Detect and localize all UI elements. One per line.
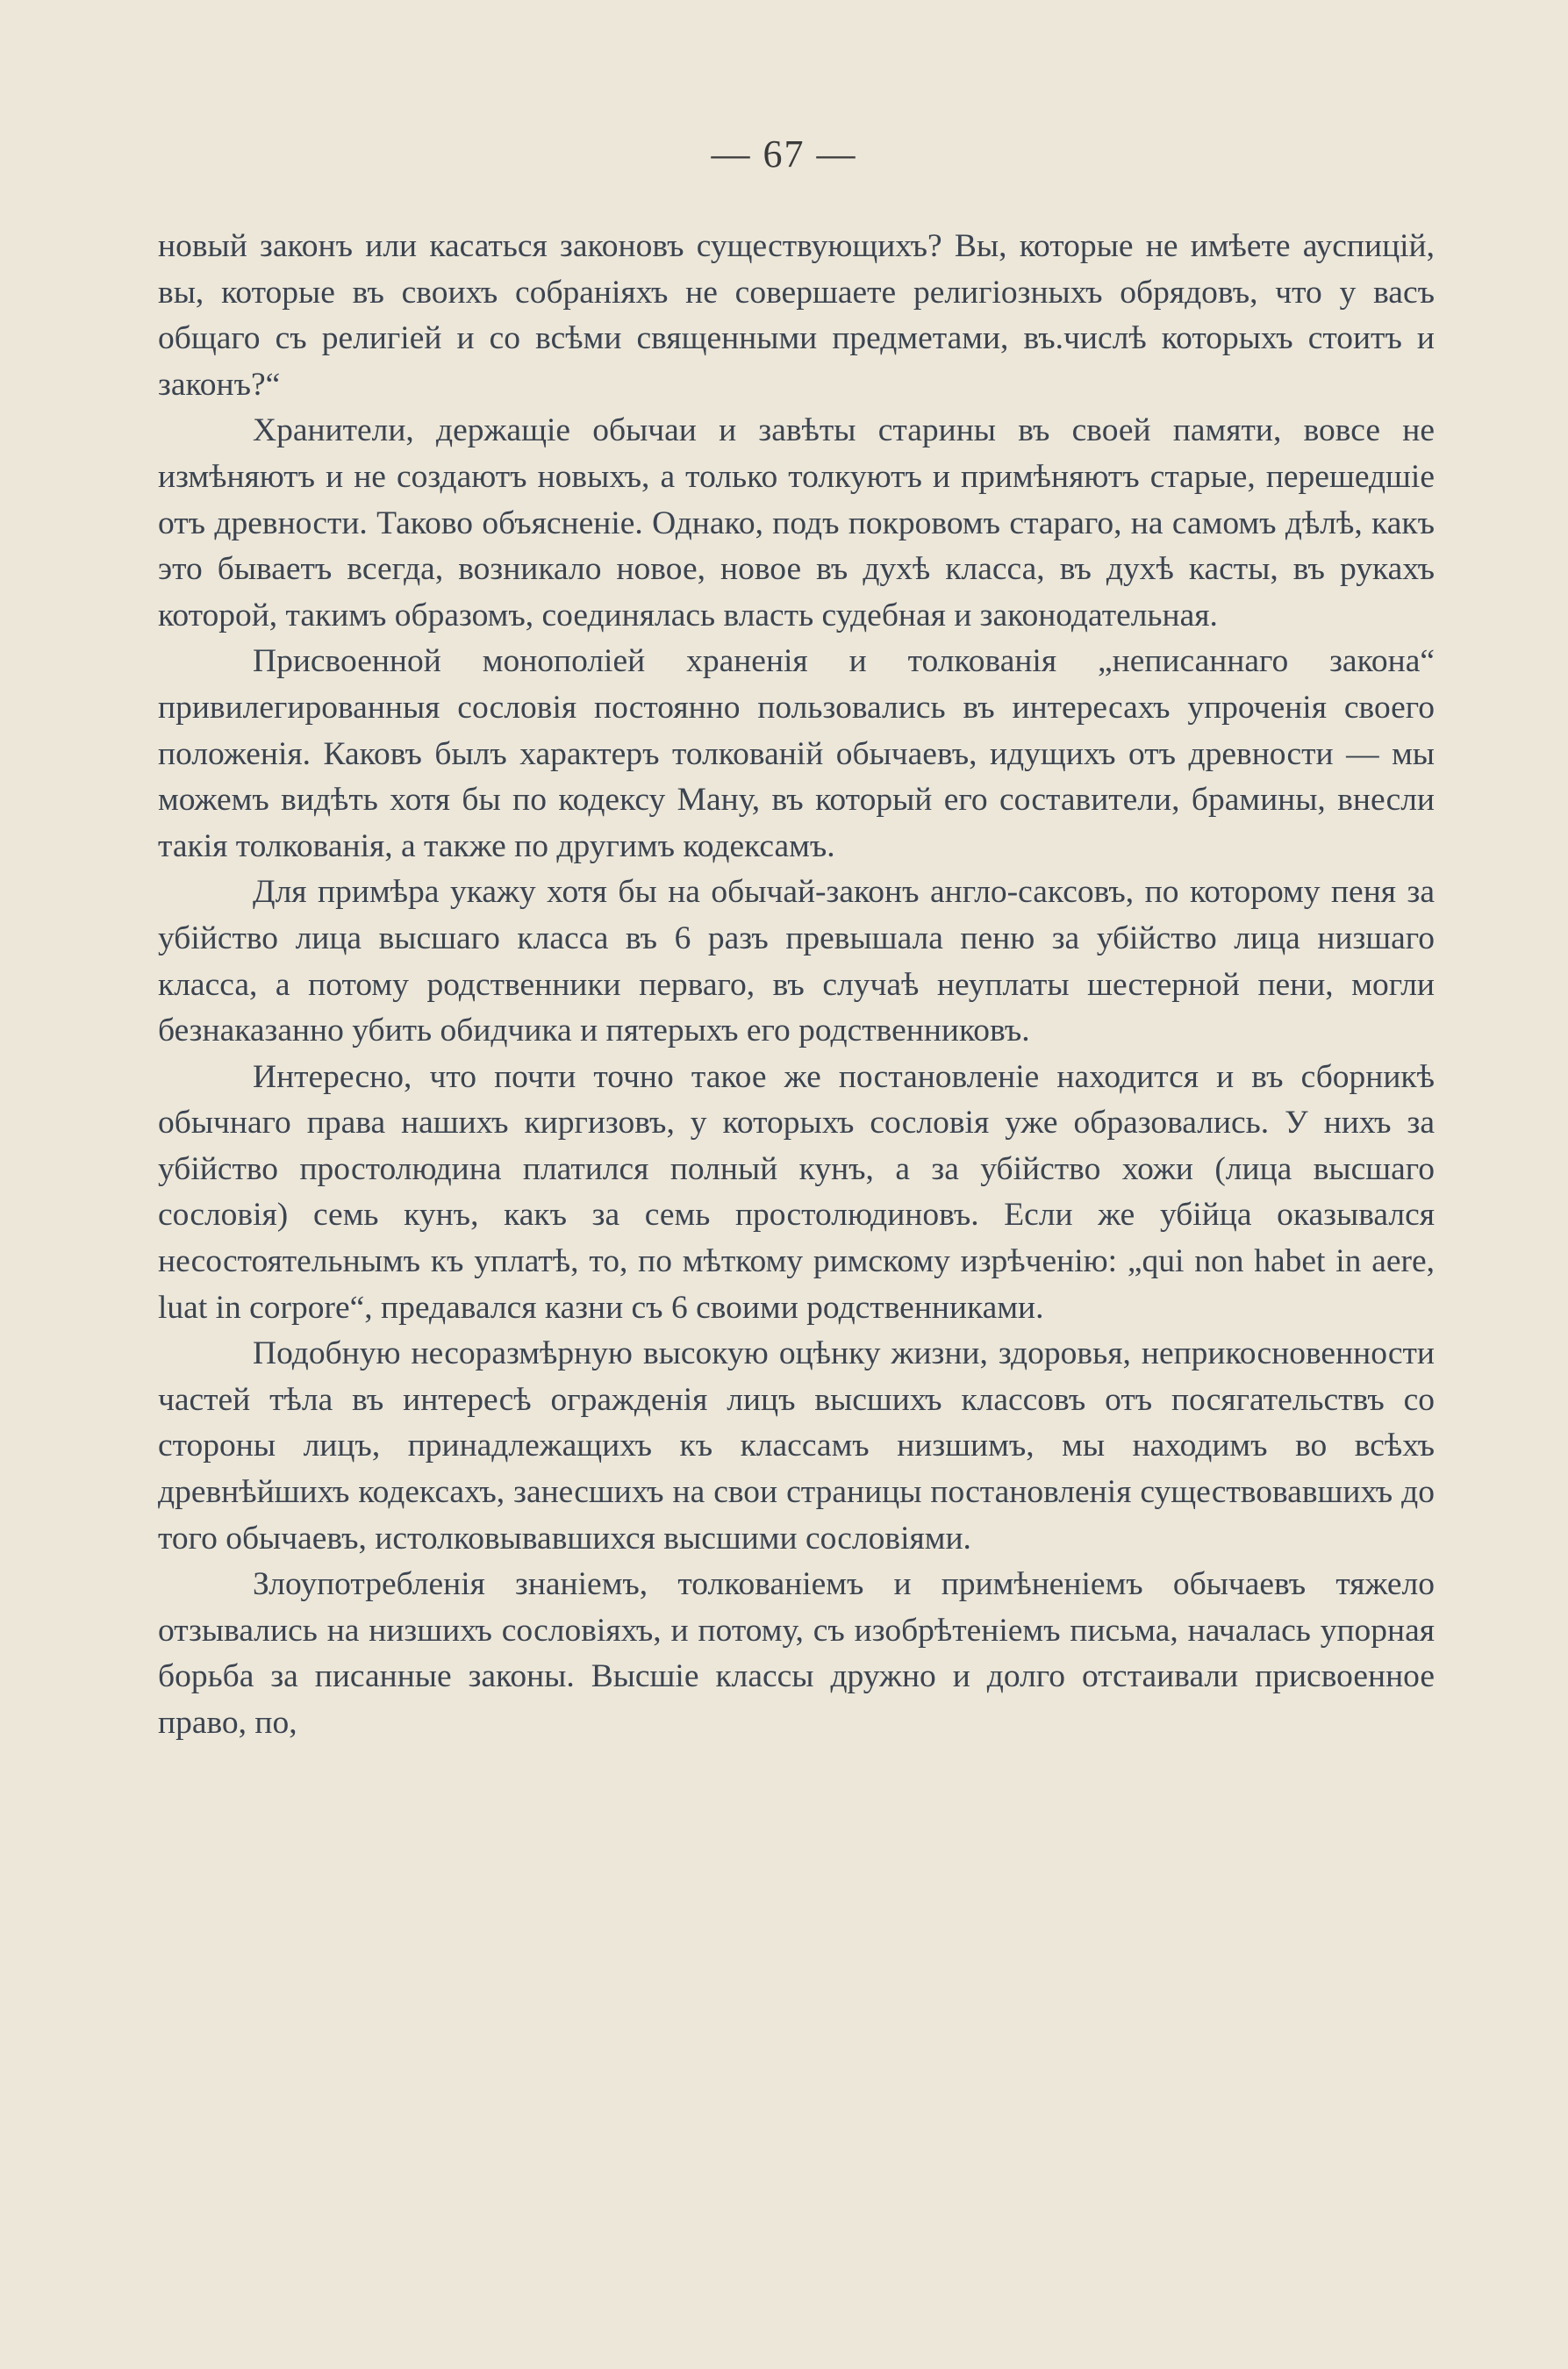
paragraph: Подобную несоразмѣрную высокую оцѣнку жизни, здоровья, неприкосновенности частей тѣла въ интересѣ огражденія лицъ высшихъ классовъ отъ посягательствъ со стороны лицъ, принадлежащихъ къ классамъ низшимъ, мы находимъ во всѣхъ древнѣйшихъ кодексахъ, занесшихъ на свои страницы постановленія существовавшихъ до того обычаевъ, истолковывавшихся высшими сословіями.	[158, 1335, 1435, 1557]
paragraph: Злоупотребленія знаніемъ, толкованіемъ и примѣненіемъ обычаевъ тяжело отзывались на низшихъ сословіяхъ, и потому, съ изобрѣтеніемъ письма, началась упорная борьба за писанные законы. Высшіе классы дружно и долго отстаивали присвоенное право, по,	[158, 1566, 1435, 1741]
body-text	[158, 224, 1435, 1747]
paragraph: Интересно, что почти точно такое же постановленіе находится и въ сборникѣ обычнаго права нашихъ киргизовъ, у которыхъ сословія уже образовались. У нихъ за убійство простолюдина платился полный кунъ, а за убійство хожи (лица высшаго сословія) семь кунъ, какъ за семь простолюдиновъ. Если же убійца оказывался несостоятельнымъ къ уплатѣ, то, по мѣткому римскому изрѣченію: „qui non habet in aere, luat in corpore“, предавался казни съ 6 своими родственниками.	[158, 1058, 1435, 1326]
paragraph: Хранители, держащіе обычаи и завѣты старины въ своей памяти, вовсе не измѣняютъ и не создаютъ новыхъ, а только толкуютъ и примѣняютъ старые, перешедшіе отъ древности. Таково объясненіе. Однако, подъ покровомъ стараго, на самомъ дѣлѣ, какъ это бываетъ всегда, возникало новое, новое въ духѣ класса, въ духѣ касты, въ рукахъ которой, такимъ образомъ, соединялась власть судебная и законодательная.	[158, 412, 1435, 633]
paragraph: Присвоенной монополіей храненія и толкованія „неписаннаго закона“ привилегированныя сословія постоянно пользовались въ интересахъ упроченія своего положенія. Каковъ былъ характеръ толкованій обычаевъ, идущихъ отъ древности — мы можемъ видѣть хотя бы по кодексу Ману, въ который его составители, брамины, внесли такія толкованія, а также по другимъ кодексамъ.	[158, 643, 1435, 864]
paragraph: Для примѣра укажу хотя бы на обычай-законъ англо-саксовъ, по которому пеня за убійство лица высшаго класса въ 6 разъ превышала пеню за убійство лица низшаго класса, а потому родственники перваго, въ случаѣ неуплаты шестерной пени, могли безнаказанно убить обидчика и пятерыхъ его родственниковъ.	[158, 874, 1435, 1049]
page-number: — 67 —	[711, 132, 857, 175]
paragraph-continued: новый законъ или касаться законовъ существующихъ? Вы, которые не имѣете ауспицій, вы, которые въ своихъ собраніяхъ не совершаете религіозныхъ обрядовъ, что у васъ общаго съ религіей и со всѣми священными предметами, въ.числѣ которыхъ стоитъ и законъ?“	[158, 228, 1435, 403]
